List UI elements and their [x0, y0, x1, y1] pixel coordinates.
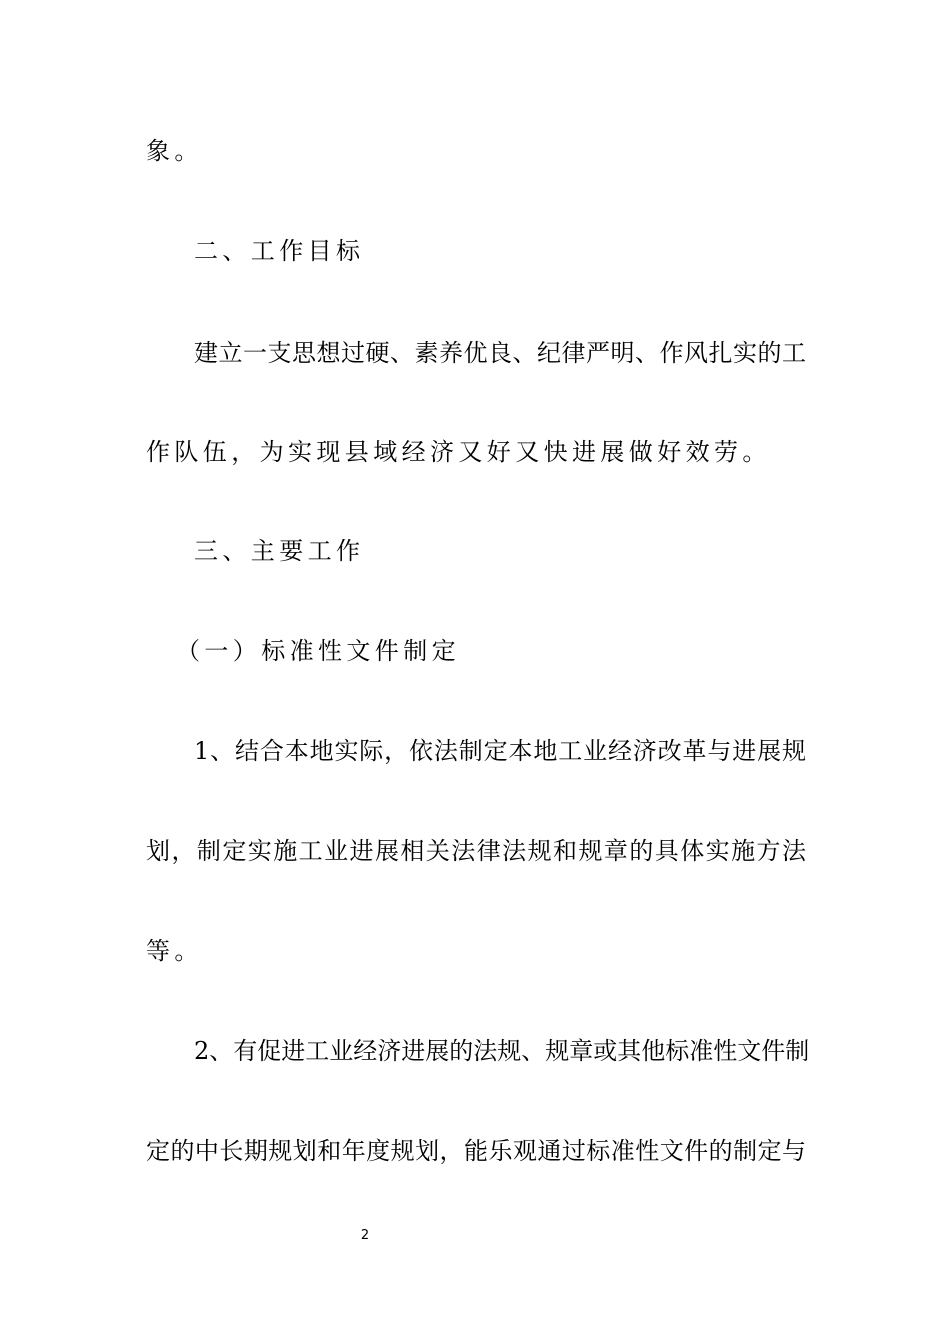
body-text-line: 作队伍，为实现县域经济又好又快进展做好效劳。 [146, 438, 771, 466]
section-heading: 三、主要工作 [194, 537, 365, 565]
body-text-line: 定的中长期规划和年度规划，能乐观通过标准性文件的制定与 [146, 1137, 806, 1165]
body-text-line: 建立一支思想过硬、素养优良、纪律严明、作风扎实的工 [194, 339, 806, 367]
body-text-line: 1、结合本地实际，依法制定本地工业经济改革与进展规 [194, 737, 806, 765]
body-text-line: 等。 [146, 937, 203, 965]
subsection-heading: （一）标准性文件制定 [176, 637, 460, 665]
body-text-line: 2、有促进工业经济进展的法规、规章或其他标准性文件制 [194, 1037, 810, 1065]
body-text-line: 象。 [146, 137, 203, 165]
section-heading: 二、工作目标 [194, 237, 365, 265]
page-number: 2 [360, 1228, 370, 1243]
body-text-line: 划，制定实施工业进展相关法律法规和规章的具体实施方法 [146, 837, 806, 865]
